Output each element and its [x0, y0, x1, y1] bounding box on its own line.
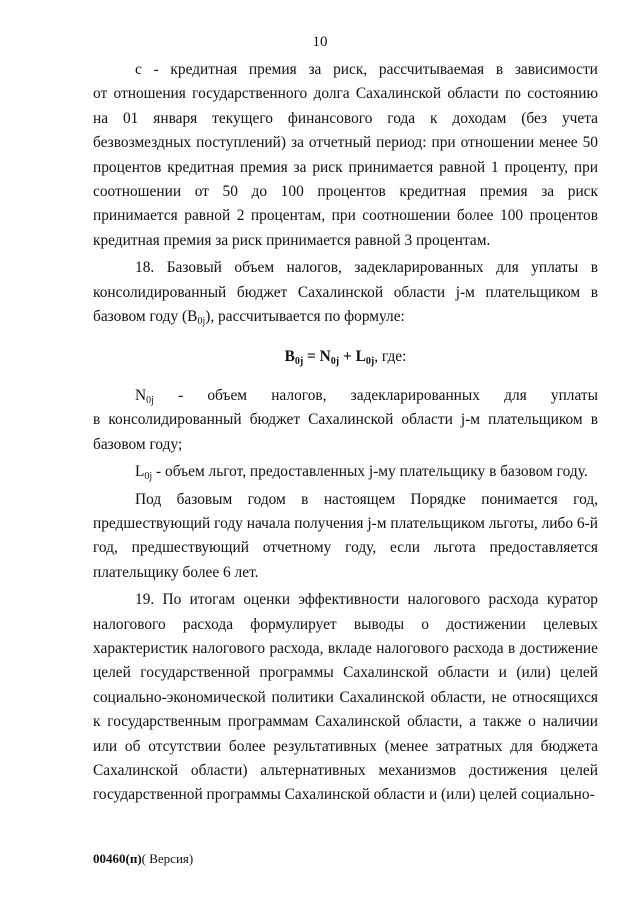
word: налогов,: [271, 386, 327, 404]
symbol-l: L: [135, 463, 145, 481]
word: уплаты: [550, 386, 598, 404]
formula: [93, 345, 598, 369]
subscript: 0j: [294, 356, 304, 368]
paragraph-18: [93, 256, 598, 329]
definition-symbol: [135, 384, 154, 408]
page-number: 10: [312, 34, 328, 50]
paragraph-18-text-end: ), рассчитывается по формуле:: [205, 308, 405, 326]
document-body: [93, 58, 598, 808]
paragraph-credit-premium: от отношения государственного долга Сахалинской области по состоянию на 01 января текущего финансового года к доходам (без учета безвозмездных поступлений) за отчетный период: при отношении менее 50 процентов кредитная премия за риск принимается равной 1 проценту, при соотношении от 50 до 100 процентов кредитная премия за риск принимается равной 2 процентам, при соотношении более 100 процентов кредитная премия за риск принимается равной 3 процентам.: [93, 85, 598, 249]
paragraph-credit-premium-first-line: [93, 58, 598, 82]
word: зависимости: [514, 61, 598, 78]
subscript: 0j: [197, 316, 206, 328]
word: объем: [207, 386, 248, 404]
subscript: 0j: [365, 356, 375, 368]
subscript: 0j: [146, 394, 154, 406]
subscript: 0j: [144, 471, 153, 483]
word: с: [135, 61, 142, 78]
footer: [93, 851, 193, 867]
formula-plus: +: [339, 348, 356, 366]
definition-l: [93, 460, 598, 484]
formula-where: , где:: [374, 348, 407, 366]
word: риск,: [333, 61, 368, 78]
subscript: 0j: [330, 356, 340, 368]
word: за: [308, 61, 322, 78]
formula-b: B: [284, 348, 295, 366]
paragraph-base-year: Под базовым годом в настоящем Порядке понимается год, предшествующий году начала получения j-м плательщиком льготы, либо 6-й год, предшествующий отчетному году, если льгота предоставляется плательщику более 6 лет.: [93, 490, 598, 581]
word: задекларированных: [350, 386, 480, 404]
document-version: ( Версия): [141, 851, 194, 866]
definition-n-first-line: [93, 384, 598, 408]
formula-n: N: [319, 348, 331, 366]
word: для: [504, 386, 527, 404]
word: рассчитываемая: [378, 61, 485, 78]
formula-equals: =: [303, 348, 320, 366]
paragraph-18-text: 18. Базовый объем налогов, задекларированных для уплаты в консолидированный бюджет Сахалинской области j-м плательщиком в базовом году (B: [93, 259, 598, 326]
document-code: 00460(п): [93, 851, 142, 866]
word: в: [495, 61, 504, 78]
word: премия: [248, 61, 297, 78]
symbol-n: N: [135, 386, 147, 404]
word: -: [153, 61, 159, 78]
word: кредитная: [170, 61, 238, 78]
definition-n: в консолидированный бюджет Сахалинской области j-м плательщиком в базовом году;: [93, 411, 598, 453]
paragraph-19: 19. По итогам оценки эффективности налогового расхода куратор налогового расхода формулирует выводы о достижении целевых характеристик налогового расхода, вкладе налогового расхода в достижение целей государственной программы Сахалинской области и (или) целей социально-экономической политики Сахалинской области, не относящихся к государственным программам Сахалинской области, а также о наличии или об отсутствии более результативных (менее затратных для бюджета Сахалинской области) альтернативных механизмов достижения целей государственной программы Сахалинской области и (или) целей социально-: [93, 591, 598, 804]
formula-l: L: [355, 348, 366, 366]
word: -: [178, 386, 184, 404]
definition-l-text: - объем льгот, предоставленных j-му плательщику в базовом году.: [152, 463, 588, 481]
